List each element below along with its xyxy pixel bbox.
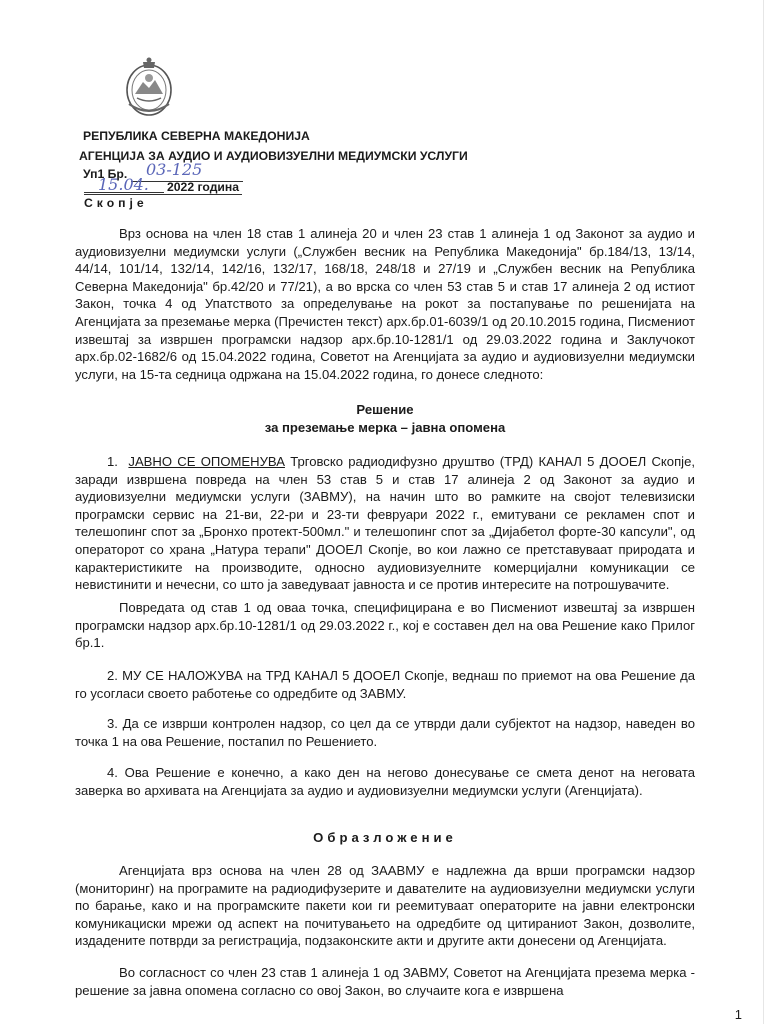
date-underline-2 <box>84 194 242 195</box>
item-1 <box>75 453 695 594</box>
item-1-text: Трговско радиодифузно друштво (ТРД) КАНАЛ 5 ДООЕЛ Скопје, заради извршена повреда на член 53 став 5 и став 17 алинеја 2 од Законот за аудио и аудиовизуелни медиумски услуги (ЗАВМУ), на начин што во рамките на својот телевизиски програмски сервис на 21-ви, 22-ри и 23-ти февруари 2022 г., емитувани се рекламен спот и телешопинг спот за „Бронхо протект-500мл." и телешопинг спот за „Дијабетол форте-30 капсули", од операторот со храна „Натура терапи" ДООЕЛ Скопје, во кои лажно се претставуваат природата и карактеристиките на производите, односно аудиовизуелните комерцијални комуникации се невистинити и нечесни, со што ја заведуваат јавноста и се против интересите на потрошувачите. <box>75 454 695 593</box>
reasoning-title: Образложение <box>313 830 457 845</box>
item-1-lead: ЈАВНО СЕ ОПОМЕНУВА <box>128 454 285 469</box>
item-1-continuation: Повредата од став 1 од оваа точка, специфицирана е во Писмениот извештај за извршен програмски надзор арх.бр.10-1281/1 од 29.03.2022 г., кој е составен дел на ова Решение како Прилог бр.1. <box>75 600 695 651</box>
republic-name: РЕПУБЛИКА СЕВЕРНА МАКЕДОНИЈА <box>83 129 310 143</box>
reasoning-paragraph-1: Агенцијата врз основа на член 28 од ЗААВМУ е надлежна да врши програмски надзор (мониторинг) на програмите на радиодифузерите и давателите на аудиовизуелни медиумски услуги по барање, како и на програмските пакети кои ги реемитуваат операторите на јавни електронски комуникациски мрежи од аспект на почитувањето на одредбите од цитираниот Закон, дозволите, издадените потврди за регистрација, подзаконските акти и другите акти донесени од Агенцијата. <box>75 863 695 949</box>
ref-number-handwritten: 03-125 <box>146 160 203 179</box>
scan-edge <box>763 0 764 1024</box>
item-1-number: 1. <box>107 454 118 469</box>
city: Скопје <box>84 196 148 210</box>
item-4: 4. Ова Решение е конечно, а како ден на негово донесување се смета денот на неговата заверка во архивата на Агенцијата за аудио и аудиовизуелни медиумски услуги (Агенцијата). <box>75 765 695 798</box>
coat-of-arms-icon <box>121 54 177 120</box>
agency-name: АГЕНЦИЈА ЗА АУДИО И АУДИОВИЗУЕЛНИ МЕДИУМСКИ УСЛУГИ <box>79 149 468 163</box>
ref-label: Уп1 Бр. <box>83 167 128 181</box>
item-2: 2. МУ СЕ НАЛОЖУВА на ТРД КАНАЛ 5 ДООЕЛ Скопје, веднаш по приемот на ова Решение да го усогласи своето работење со одредбите од ЗАВМУ. <box>75 668 695 701</box>
decision-subtitle: за преземање мерка – јавна опомена <box>264 420 506 435</box>
item-3: 3. Да се изврши контролен надзор, со цел да се утврди дали субјектот на надзор, наведен во точка 1 на ова Решение, постапил по Решението. <box>75 716 695 749</box>
date-year: 2022 година <box>167 180 240 194</box>
page-number: 1 <box>734 1007 742 1022</box>
preamble: Врз основа на член 18 став 1 алинеја 20 и член 23 став 1 алинеја 1 од Законот за аудио и аудиовизуелни медиумски услуги („Службен весник на Република Македонија" бр.184/13, 13/14, 44/14, 101/14, 132/14, 142/16, 132/17, 168/18, 248/18 и 27/19 и „Службен весник на Република Северна Македонија" бр.42/20 и 77/21), а во врска со член 53 став 5 и став 17 алинеја 2 од истиот Закон, точка 4 од Упатството за определување на рокот за постапување по решенијата на Агенцијата за преземање мерка (Пречистен текст) арх.бр.01-6039/1 од 20.10.2015 година, Писмениот извештај за извршен програмски надзор арх.бр.10-1281/1 од 29.03.2022 година и Заклучокот арх.бр.02-1682/6 од 15.04.2022 година, Советот на Агенцијата за аудио и аудиовизуелни медиумски услуги, на 15-та седница одржана на 15.04.2022 година, го донесе следното: <box>75 226 695 382</box>
date-handwritten: 15.04. <box>98 175 149 194</box>
reasoning-paragraph-2: Во согласност со член 23 став 1 алинеја 1 од ЗАВМУ, Советот на Агенцијата презема мерка - решение за јавна опомена согласно со овој Закон, во случаите кога е извршена <box>75 965 695 998</box>
decision-title: Решение <box>356 402 414 417</box>
